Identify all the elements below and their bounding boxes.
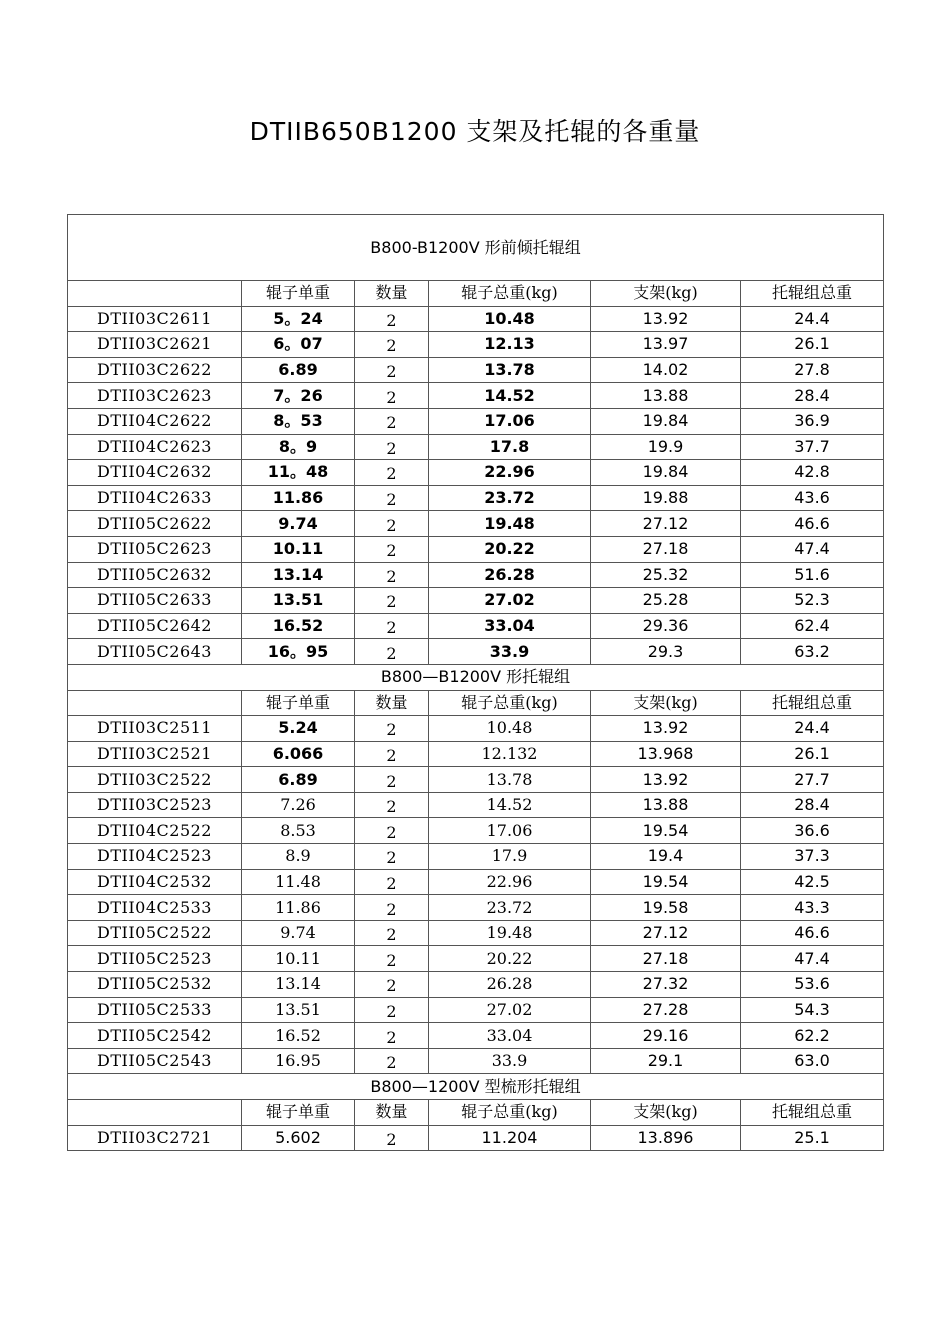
roller-weight-cell: 8。9 [242, 434, 355, 460]
bracket-cell: 19.54 [591, 869, 741, 895]
model-cell: DTII05C2522 [68, 920, 242, 946]
bracket-cell: 27.18 [591, 536, 741, 562]
column-header: 托辊组总重 [741, 690, 884, 716]
roller-total-cell: 33.9 [429, 1048, 591, 1074]
group-total-cell: 25.1 [741, 1125, 884, 1151]
roller-weight-cell: 16。95 [242, 639, 355, 665]
bracket-cell: 13.92 [591, 306, 741, 332]
roller-weight-cell: 7。26 [242, 383, 355, 409]
table-row [68, 460, 884, 486]
bracket-cell: 27.12 [591, 511, 741, 537]
table-row [68, 818, 884, 844]
roller-total-cell: 10.48 [429, 716, 591, 742]
quantity-value: 2 [386, 925, 397, 945]
column-header: 辊子单重 [242, 281, 355, 307]
quantity-cell [355, 1023, 429, 1049]
group-total-cell: 43.3 [741, 895, 884, 921]
quantity-cell [355, 792, 429, 818]
model-cell: DTII03C2522 [68, 767, 242, 793]
quantity-cell [355, 357, 429, 383]
bracket-cell: 25.32 [591, 562, 741, 588]
quantity-value: 2 [386, 873, 397, 893]
table-row [68, 332, 884, 358]
roller-weight-cell: 11。48 [242, 460, 355, 486]
quantity-value: 2 [386, 1027, 397, 1047]
quantity-value: 2 [386, 438, 397, 458]
column-header: 支架(kg) [591, 1100, 741, 1126]
bracket-cell: 19.84 [591, 460, 741, 486]
roller-weight-cell: 13.51 [242, 588, 355, 614]
group-total-cell: 26.1 [741, 332, 884, 358]
roller-total-cell: 17.06 [429, 408, 591, 434]
bracket-cell: 19.4 [591, 844, 741, 870]
model-cell: DTII05C2643 [68, 639, 242, 665]
table-row [68, 357, 884, 383]
roller-weight-cell: 9.74 [242, 511, 355, 537]
group-total-cell: 62.4 [741, 613, 884, 639]
quantity-cell [355, 434, 429, 460]
roller-total-cell: 10.48 [429, 306, 591, 332]
model-cell: DTII05C2622 [68, 511, 242, 537]
bracket-cell: 27.12 [591, 920, 741, 946]
roller-weight-cell: 6。07 [242, 332, 355, 358]
table-row [68, 895, 884, 921]
section-title-row [68, 1074, 884, 1100]
table-row [68, 588, 884, 614]
group-total-cell: 47.4 [741, 946, 884, 972]
model-cell: DTII03C2623 [68, 383, 242, 409]
roller-weight-cell: 10.11 [242, 946, 355, 972]
bracket-cell: 13.896 [591, 1125, 741, 1151]
group-total-cell: 43.6 [741, 485, 884, 511]
quantity-cell [355, 997, 429, 1023]
column-header: 辊子单重 [242, 1100, 355, 1126]
column-header [68, 1100, 242, 1126]
quantity-value: 2 [386, 387, 397, 407]
group-total-cell: 52.3 [741, 588, 884, 614]
model-cell: DTII03C2721 [68, 1125, 242, 1151]
quantity-cell [355, 895, 429, 921]
column-header: 支架(kg) [591, 690, 741, 716]
roller-weight-cell: 6.89 [242, 767, 355, 793]
column-header: 托辊组总重 [741, 281, 884, 307]
bracket-cell: 29.16 [591, 1023, 741, 1049]
roller-weight-cell: 11.86 [242, 485, 355, 511]
quantity-value: 2 [386, 515, 397, 535]
model-cell: DTII05C2642 [68, 613, 242, 639]
bracket-cell: 19.58 [591, 895, 741, 921]
group-total-cell: 54.3 [741, 997, 884, 1023]
bracket-cell: 13.88 [591, 383, 741, 409]
group-total-cell: 36.9 [741, 408, 884, 434]
table-row [68, 1023, 884, 1049]
section-title-row [68, 215, 884, 281]
roller-total-cell: 27.02 [429, 997, 591, 1023]
roller-weight-cell: 5.602 [242, 1125, 355, 1151]
column-header-row [68, 1100, 884, 1126]
quantity-value: 2 [386, 822, 397, 842]
model-cell: DTII05C2632 [68, 562, 242, 588]
quantity-cell [355, 485, 429, 511]
column-header: 支架(kg) [591, 281, 741, 307]
model-cell: DTII04C2633 [68, 485, 242, 511]
roller-total-cell: 17.8 [429, 434, 591, 460]
quantity-value: 2 [386, 541, 397, 561]
roller-weight-cell: 5.24 [242, 716, 355, 742]
roller-total-cell: 14.52 [429, 792, 591, 818]
table-row [68, 639, 884, 665]
section-title-row [68, 664, 884, 690]
quantity-value: 2 [386, 976, 397, 996]
quantity-value: 2 [386, 413, 397, 433]
model-cell: DTII05C2543 [68, 1048, 242, 1074]
group-total-cell: 36.6 [741, 818, 884, 844]
group-total-cell: 24.4 [741, 306, 884, 332]
roller-total-cell: 33.04 [429, 613, 591, 639]
table-row [68, 946, 884, 972]
roller-weight-cell: 10.11 [242, 536, 355, 562]
model-cell: DTII05C2523 [68, 946, 242, 972]
table-row [68, 1125, 884, 1151]
table-row [68, 434, 884, 460]
quantity-value: 2 [386, 490, 397, 510]
model-cell: DTII04C2533 [68, 895, 242, 921]
quantity-value: 2 [386, 618, 397, 638]
model-cell: DTII05C2542 [68, 1023, 242, 1049]
roller-total-cell: 13.78 [429, 357, 591, 383]
roller-total-cell: 19.48 [429, 511, 591, 537]
roller-weight-cell: 6.89 [242, 357, 355, 383]
group-total-cell: 51.6 [741, 562, 884, 588]
bracket-cell: 27.32 [591, 972, 741, 998]
roller-total-cell: 22.96 [429, 869, 591, 895]
bracket-cell: 19.54 [591, 818, 741, 844]
quantity-value: 2 [386, 720, 397, 740]
model-cell: DTII04C2632 [68, 460, 242, 486]
roller-total-cell: 17.06 [429, 818, 591, 844]
quantity-cell [355, 383, 429, 409]
roller-weight-cell: 8.53 [242, 818, 355, 844]
quantity-cell [355, 1125, 429, 1151]
model-cell: DTII03C2521 [68, 741, 242, 767]
quantity-cell [355, 716, 429, 742]
table-row [68, 844, 884, 870]
table-row [68, 485, 884, 511]
quantity-cell [355, 767, 429, 793]
roller-total-cell: 13.78 [429, 767, 591, 793]
quantity-cell [355, 741, 429, 767]
section-title: B800—1200V 型梳形托辊组 [68, 1074, 884, 1100]
roller-total-cell: 26.28 [429, 972, 591, 998]
column-header-row [68, 281, 884, 307]
quantity-cell [355, 306, 429, 332]
roller-total-cell: 26.28 [429, 562, 591, 588]
bracket-cell: 27.18 [591, 946, 741, 972]
quantity-value: 2 [386, 464, 397, 484]
table-row [68, 306, 884, 332]
model-cell: DTII03C2621 [68, 332, 242, 358]
bracket-cell: 29.36 [591, 613, 741, 639]
group-total-cell: 37.7 [741, 434, 884, 460]
roller-total-cell: 11.204 [429, 1125, 591, 1151]
quantity-cell [355, 818, 429, 844]
quantity-cell [355, 844, 429, 870]
model-cell: DTII05C2533 [68, 997, 242, 1023]
model-cell: DTII04C2523 [68, 844, 242, 870]
model-cell: DTII04C2623 [68, 434, 242, 460]
group-total-cell: 37.3 [741, 844, 884, 870]
bracket-cell: 25.28 [591, 588, 741, 614]
bracket-cell: 13.92 [591, 716, 741, 742]
table-row [68, 536, 884, 562]
table-row [68, 920, 884, 946]
bracket-cell: 14.02 [591, 357, 741, 383]
column-header: 辊子总重(kg) [429, 1100, 591, 1126]
bracket-cell: 19.84 [591, 408, 741, 434]
group-total-cell: 24.4 [741, 716, 884, 742]
table-row [68, 613, 884, 639]
table-row [68, 792, 884, 818]
quantity-value: 2 [386, 1001, 397, 1021]
roller-total-cell: 12.13 [429, 332, 591, 358]
table-row [68, 383, 884, 409]
group-total-cell: 47.4 [741, 536, 884, 562]
quantity-value: 2 [386, 848, 397, 868]
roller-weight-cell: 9.74 [242, 920, 355, 946]
group-total-cell: 46.6 [741, 511, 884, 537]
table-row [68, 972, 884, 998]
column-header: 辊子单重 [242, 690, 355, 716]
group-total-cell: 27.8 [741, 357, 884, 383]
roller-weight-cell: 13.51 [242, 997, 355, 1023]
quantity-cell [355, 920, 429, 946]
roller-weight-cell: 8。53 [242, 408, 355, 434]
model-cell: DTII04C2622 [68, 408, 242, 434]
roller-weight-cell: 8.9 [242, 844, 355, 870]
model-cell: DTII05C2633 [68, 588, 242, 614]
group-total-cell: 28.4 [741, 383, 884, 409]
roller-total-cell: 27.02 [429, 588, 591, 614]
roller-total-cell: 33.9 [429, 639, 591, 665]
model-cell: DTII03C2523 [68, 792, 242, 818]
roller-total-cell: 19.48 [429, 920, 591, 946]
quantity-cell [355, 972, 429, 998]
column-header-row [68, 690, 884, 716]
table-row [68, 408, 884, 434]
quantity-cell [355, 1048, 429, 1074]
roller-weight-cell: 6.066 [242, 741, 355, 767]
roller-total-cell: 22.96 [429, 460, 591, 486]
quantity-cell [355, 869, 429, 895]
quantity-cell [355, 613, 429, 639]
column-header: 数量 [355, 281, 429, 307]
roller-total-cell: 20.22 [429, 536, 591, 562]
quantity-value: 2 [386, 950, 397, 970]
table-row [68, 997, 884, 1023]
quantity-cell [355, 460, 429, 486]
quantity-cell [355, 562, 429, 588]
table-row [68, 741, 884, 767]
column-header [68, 690, 242, 716]
quantity-value: 2 [386, 1053, 397, 1073]
column-header: 数量 [355, 1100, 429, 1126]
bracket-cell: 13.88 [591, 792, 741, 818]
table-row [68, 716, 884, 742]
roller-weight-cell: 11.86 [242, 895, 355, 921]
roller-weight-cell: 16.52 [242, 613, 355, 639]
table-body [68, 215, 884, 1151]
bracket-cell: 13.92 [591, 767, 741, 793]
roller-total-cell: 20.22 [429, 946, 591, 972]
quantity-cell [355, 588, 429, 614]
column-header: 辊子总重(kg) [429, 281, 591, 307]
table-row [68, 562, 884, 588]
roller-weight-cell: 16.95 [242, 1048, 355, 1074]
model-cell: DTII03C2511 [68, 716, 242, 742]
quantity-value: 2 [386, 797, 397, 817]
quantity-value: 2 [386, 1129, 397, 1149]
bracket-cell: 27.28 [591, 997, 741, 1023]
bracket-cell: 13.968 [591, 741, 741, 767]
quantity-cell [355, 332, 429, 358]
roller-weight-cell: 13.14 [242, 562, 355, 588]
roller-weight-cell: 5。24 [242, 306, 355, 332]
group-total-cell: 62.2 [741, 1023, 884, 1049]
bracket-cell: 13.97 [591, 332, 741, 358]
model-cell: DTII04C2522 [68, 818, 242, 844]
group-total-cell: 46.6 [741, 920, 884, 946]
quantity-value: 2 [386, 566, 397, 586]
model-cell: DTII04C2532 [68, 869, 242, 895]
section-title: B800-B1200V 形前倾托辊组 [68, 215, 884, 281]
quantity-cell [355, 639, 429, 665]
group-total-cell: 63.2 [741, 639, 884, 665]
quantity-value: 2 [386, 310, 397, 330]
quantity-value: 2 [386, 362, 397, 382]
model-cell: DTII05C2532 [68, 972, 242, 998]
column-header: 数量 [355, 690, 429, 716]
quantity-cell [355, 536, 429, 562]
group-total-cell: 42.8 [741, 460, 884, 486]
bracket-cell: 19.88 [591, 485, 741, 511]
quantity-value: 2 [386, 899, 397, 919]
bracket-cell: 19.9 [591, 434, 741, 460]
quantity-value: 2 [386, 592, 397, 612]
roller-weight-cell: 16.52 [242, 1023, 355, 1049]
roller-total-cell: 12.132 [429, 741, 591, 767]
roller-total-cell: 23.72 [429, 485, 591, 511]
column-header [68, 281, 242, 307]
table-row [68, 767, 884, 793]
page-title: DTIIB650B1200 支架及托辊的各重量 [249, 117, 701, 146]
model-cell: DTII03C2611 [68, 306, 242, 332]
quantity-cell [355, 946, 429, 972]
quantity-cell [355, 511, 429, 537]
model-cell: DTII03C2622 [68, 357, 242, 383]
bracket-cell: 29.3 [591, 639, 741, 665]
group-total-cell: 63.0 [741, 1048, 884, 1074]
group-total-cell: 42.5 [741, 869, 884, 895]
quantity-value: 2 [386, 745, 397, 765]
quantity-value: 2 [386, 336, 397, 356]
section-title: B800—B1200V 形托辊组 [68, 664, 884, 690]
roller-total-cell: 23.72 [429, 895, 591, 921]
roller-total-cell: 33.04 [429, 1023, 591, 1049]
quantity-value: 2 [386, 643, 397, 663]
weights-table [67, 214, 884, 1151]
table-row [68, 1048, 884, 1074]
group-total-cell: 28.4 [741, 792, 884, 818]
group-total-cell: 26.1 [741, 741, 884, 767]
roller-total-cell: 17.9 [429, 844, 591, 870]
table-row [68, 511, 884, 537]
quantity-value: 2 [386, 771, 397, 791]
roller-weight-cell: 13.14 [242, 972, 355, 998]
model-cell: DTII05C2623 [68, 536, 242, 562]
quantity-cell [355, 408, 429, 434]
table-row [68, 869, 884, 895]
column-header: 辊子总重(kg) [429, 690, 591, 716]
group-total-cell: 27.7 [741, 767, 884, 793]
group-total-cell: 53.6 [741, 972, 884, 998]
roller-total-cell: 14.52 [429, 383, 591, 409]
roller-weight-cell: 11.48 [242, 869, 355, 895]
bracket-cell: 29.1 [591, 1048, 741, 1074]
roller-weight-cell: 7.26 [242, 792, 355, 818]
column-header: 托辊组总重 [741, 1100, 884, 1126]
